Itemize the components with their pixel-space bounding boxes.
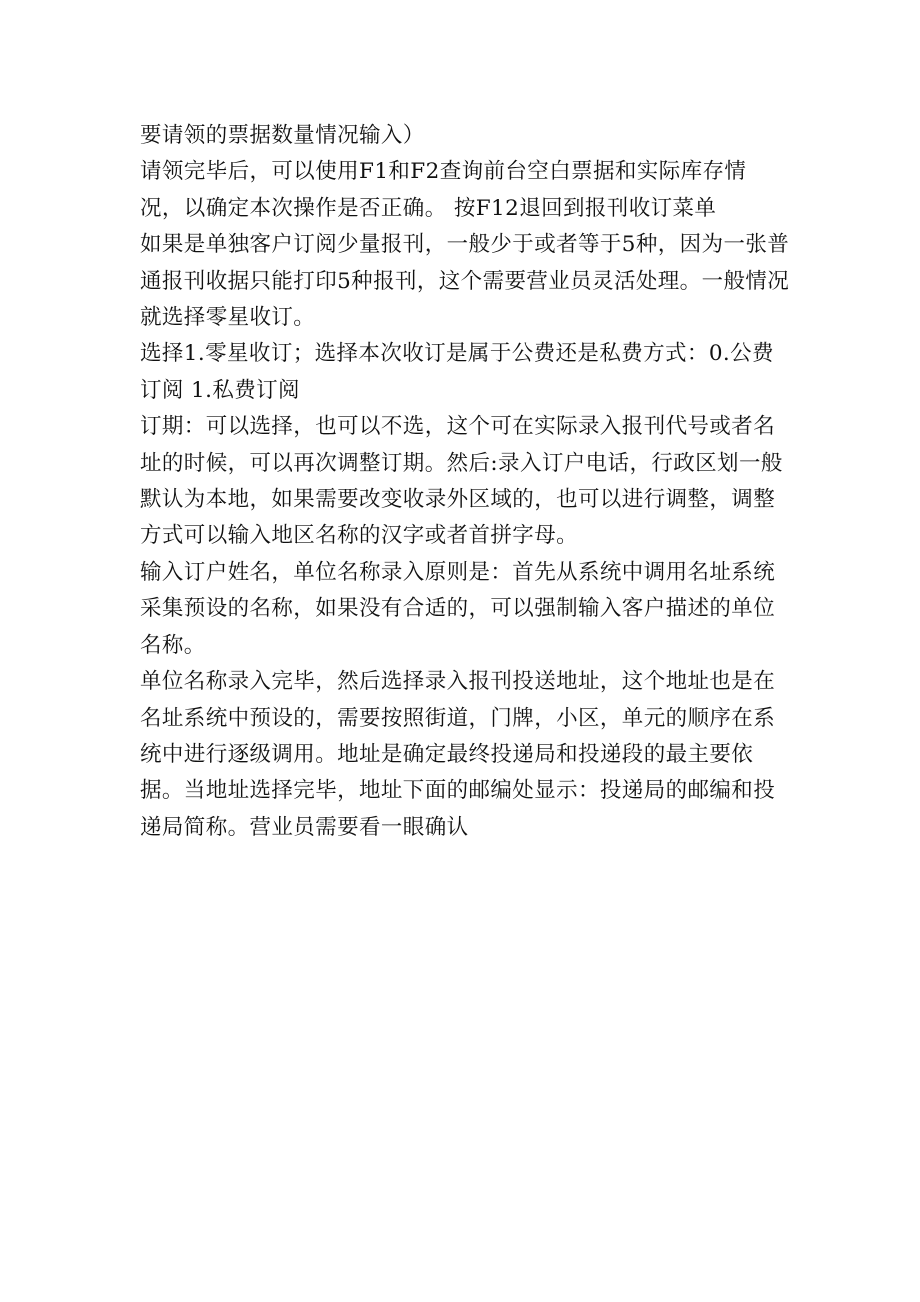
paragraph-4: 选择1.零星收订；选择本次收订是属于公费还是私费方式：0.公费订阅 1.私费订阅 <box>140 341 774 403</box>
paragraph-6: 输入订户姓名，单位名称录入原则是：首先从系统中调用名址系统采集预设的名称，如果没有合适的，可以强制输入客户描述的单位名称。 <box>140 559 776 658</box>
paragraph-2: 请领完毕后，可以使用F1和F2查询前台空白票据和实际库存情况，以确定本次操作是否正确。 按F12退回到报刊收订菜单 <box>140 159 747 221</box>
paragraph-7: 单位名称录入完毕，然后选择录入报刊投送地址，这个地址也是在名址系统中预设的，需要按照街道，门牌，小区，单元的顺序在系统中进行逐级调用。地址是确定最终投递局和投递段的最主要依据。当地址选择完毕，地址下面的邮编处显示：投递局的邮编和投递局简称。营业员需要看一眼确认 <box>140 669 776 840</box>
paragraph-1: 要请领的票据数量情况输入） <box>140 123 425 148</box>
document-body <box>140 118 790 846</box>
paragraph-5: 订期：可以选择，也可以不选，这个可在实际录入报刊代号或者名址的时候，可以再次调整订期。然后:录入订户电话，行政区划一般默认为本地，如果需要改变收录外区域的，也可以进行调整，调整方式可以输入地区名称的汉字或者首拼字母。 <box>140 414 783 549</box>
paragraph-3: 如果是单独客户订阅少量报刊，一般少于或者等于5种，因为一张普通报刊收据只能打印5种报刊，这个需要营业员灵活处理。一般情况就选择零星收订。 <box>140 232 790 331</box>
